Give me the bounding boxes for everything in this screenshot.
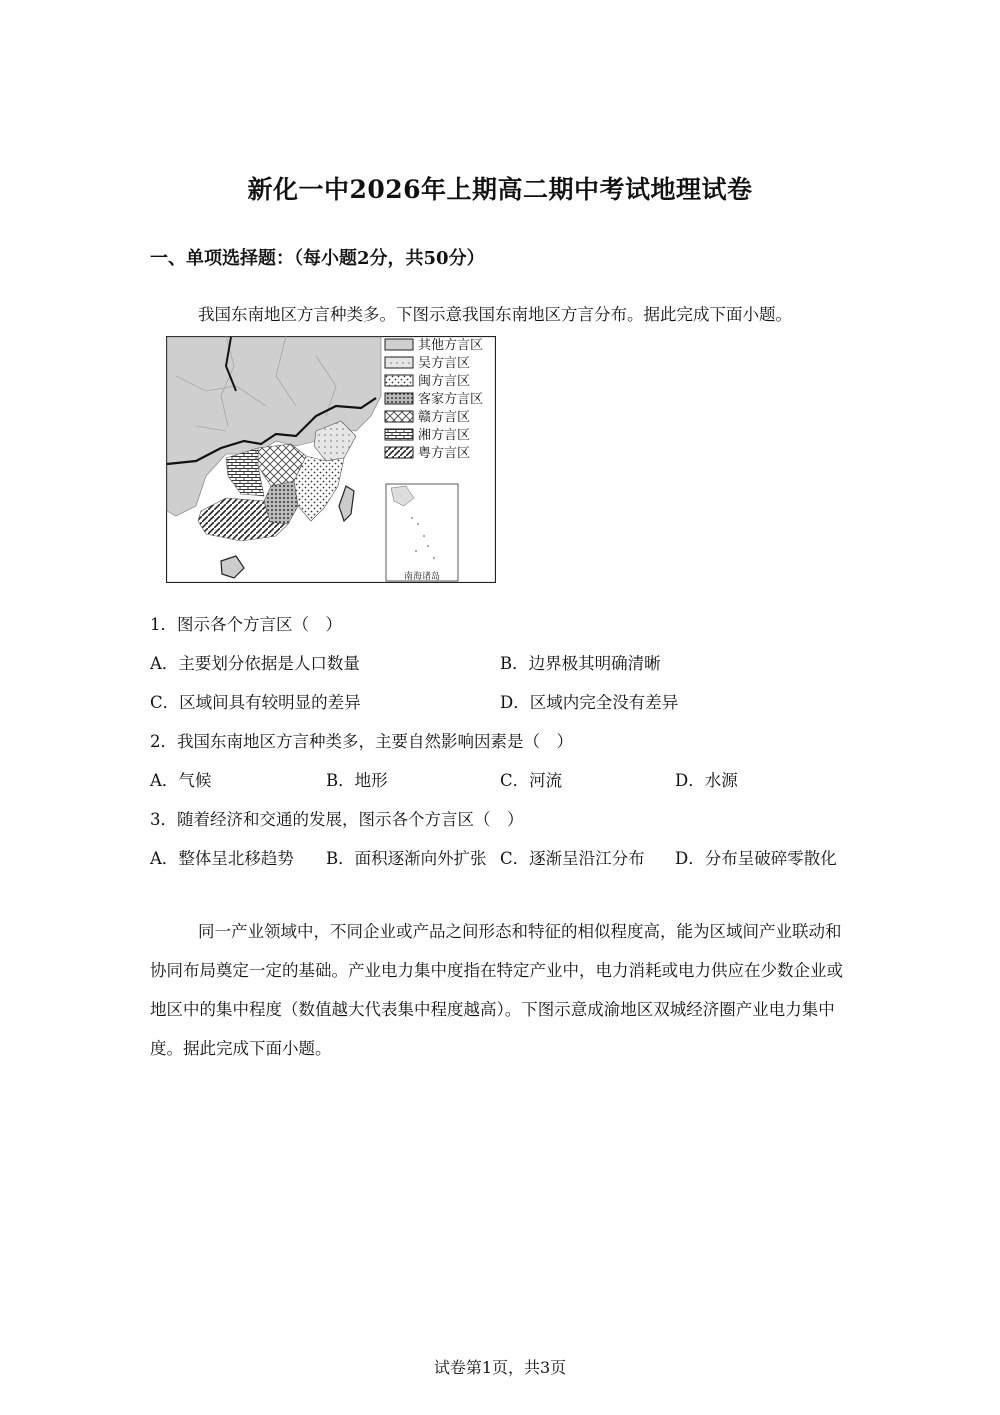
legend-item: 湘方言区 [418,427,471,442]
question-3-option-b: B．面积逐渐向外扩张 [326,849,487,868]
question-2-option-a: A．气候 [150,771,212,790]
legend-item: 粤方言区 [418,445,471,460]
question-1-option-a: A．主要划分依据是人口数量 [150,654,360,673]
question-1-option-c: C．区域间具有较明显的差异 [150,693,361,712]
legend-item: 吴方言区 [418,355,471,370]
question-3-option-a: A．整体呈北移趋势 [150,849,294,868]
inset-label: 南海诸岛 [403,571,441,581]
page-footer: 试卷第1页，共3页 [433,1358,567,1377]
question-3-option-c: C．逐渐呈沿江分布 [500,849,645,868]
dialect-map [166,336,496,583]
page-title: 新化一中2026年上期高二期中考试地理试卷 [247,175,753,204]
question-1-option-b: B．边界极其明确清晰 [500,654,661,673]
legend-item: 闽方言区 [418,373,471,388]
question-2-option-c: C．河流 [500,771,563,790]
question-3-option-d: D．分布呈破碎零散化 [675,849,837,868]
legend-item: 客家方言区 [418,391,484,406]
question-2-stem: 2．我国东南地区方言种类多，主要自然影响因素是（ ） [150,732,573,751]
intro-paragraph-1: 我国东南地区方言种类多。下图示意我国东南地区方言分布。据此完成下面小题。 [198,305,792,324]
question-1-stem: 1．图示各个方言区（ ） [150,615,342,634]
question-3-stem: 3．随着经济和交通的发展，图示各个方言区（ ） [150,810,524,829]
question-2-option-b: B．地形 [326,771,388,790]
legend-item: 其他方言区 [418,337,484,352]
question-2-option-d: D．水源 [675,771,738,790]
section-heading: 一、单项选择题：（每小题2分，共50分） [150,248,485,269]
question-1-option-d: D．区域内完全没有差异 [500,693,679,712]
legend-item: 赣方言区 [418,409,471,424]
intro-paragraph-2: 同一产业领域中，不同企业或产品之间形态和特征的相似程度高，能为区域间产业联动和协同布局奠定一定的基础。产业电力集中度指在特定产业中，电力消耗或电力供应在少数企业或地区中的集中程度（数值越大代表集中程度越高）。下图示意成渝地区双城经济圈产业电力集中度。据此完成下面小题。 [150,922,843,1058]
